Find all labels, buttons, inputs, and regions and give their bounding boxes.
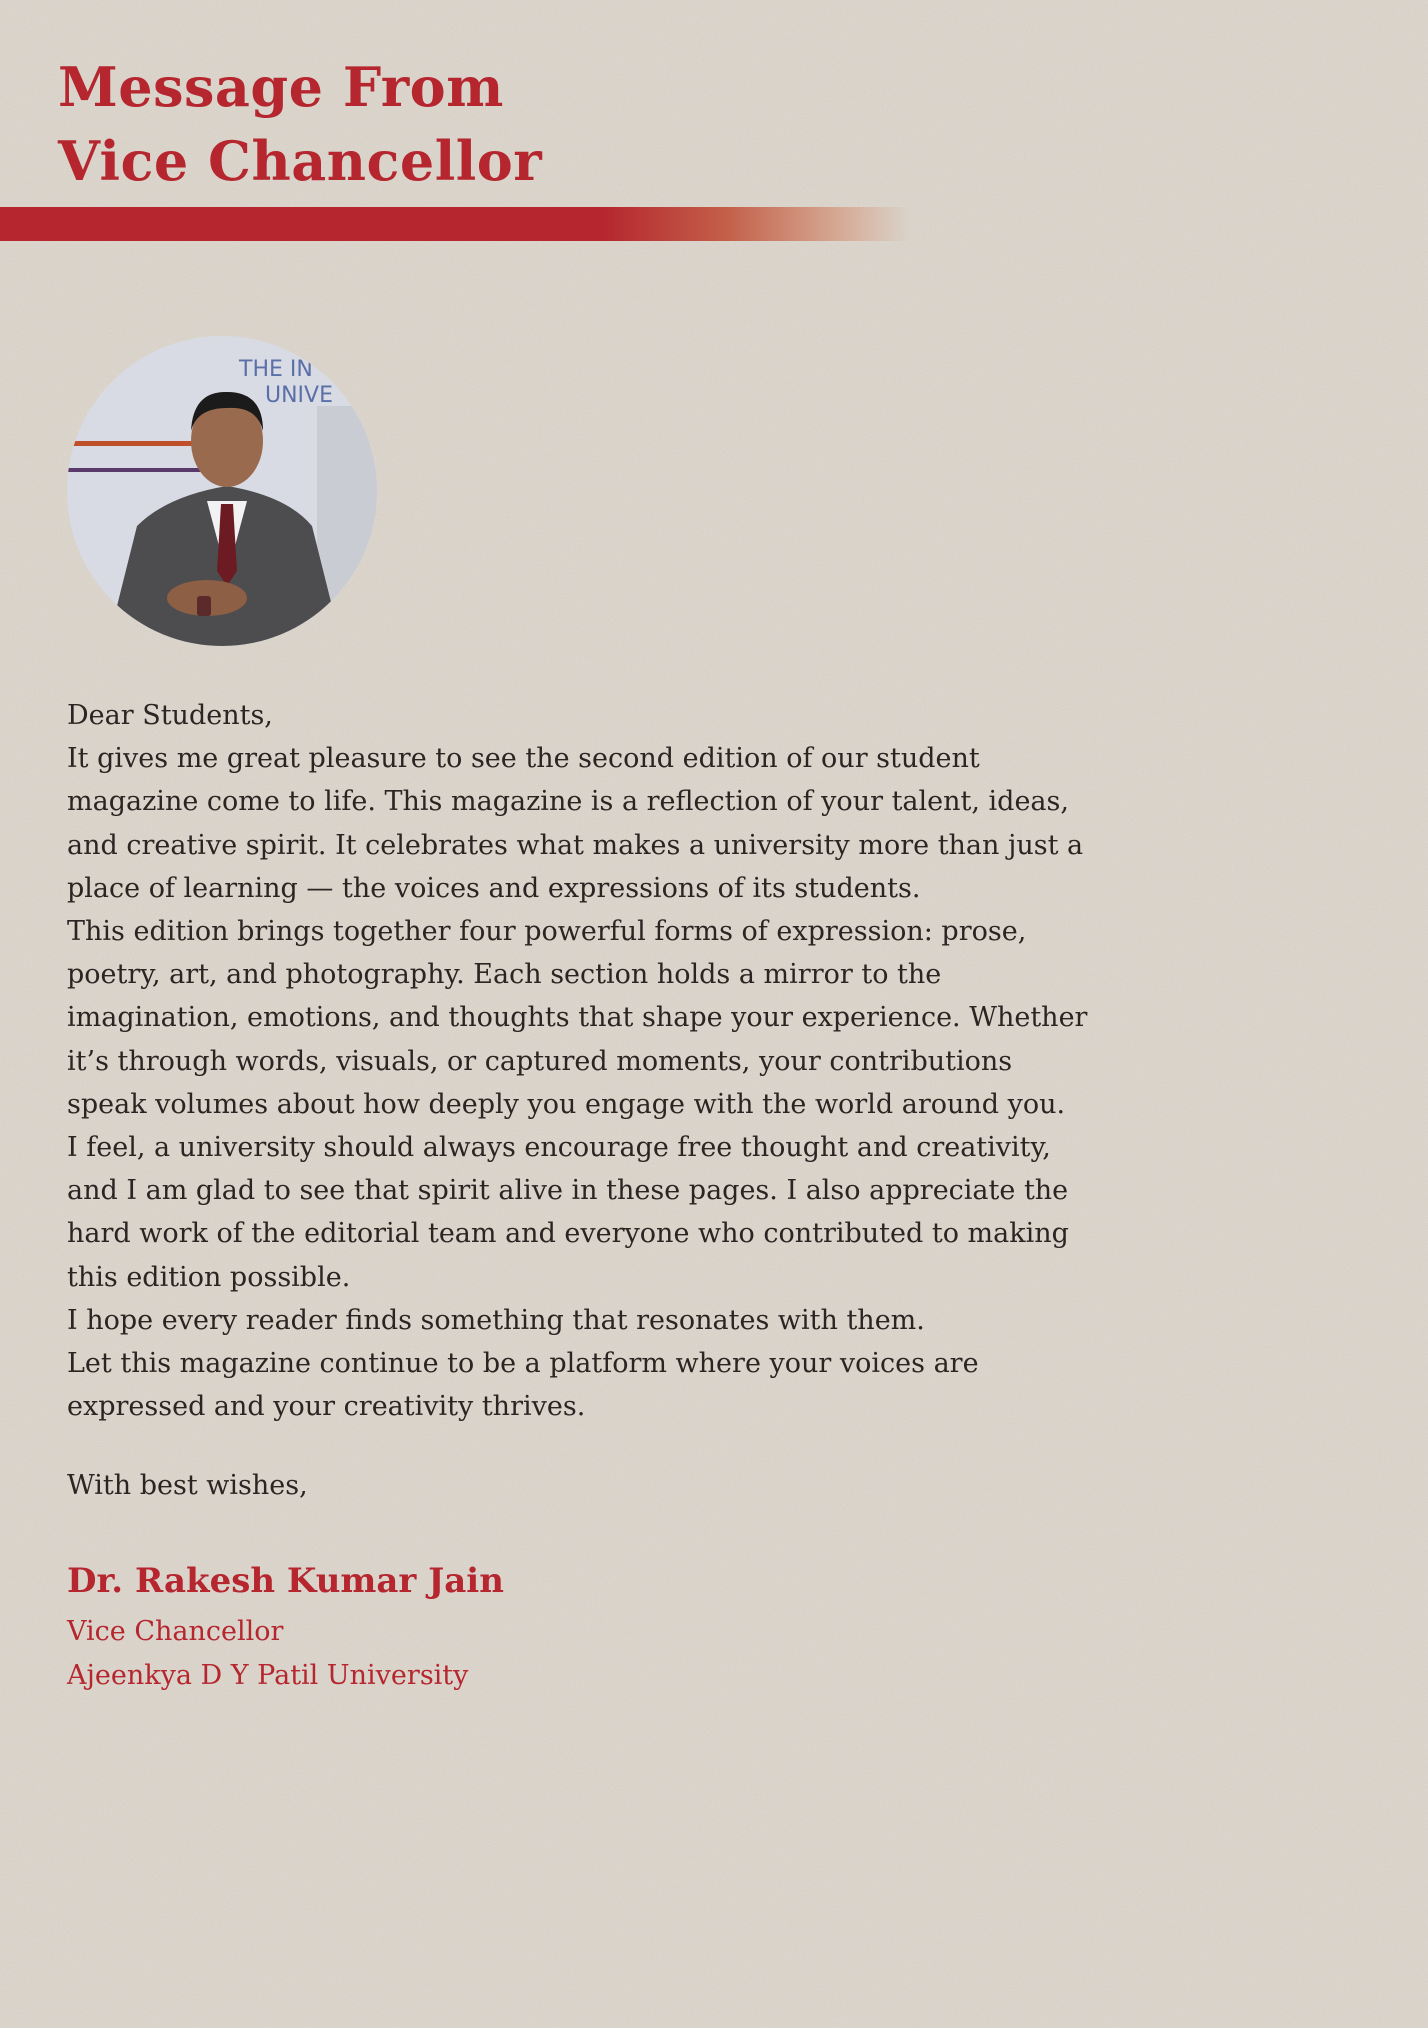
message-line: This edition brings together four powerful forms of expression: prose, [67, 916, 1027, 948]
page-title [58, 50, 542, 198]
title-line-1: Message From [58, 55, 504, 119]
message-line: expressed and your creativity thrives. [67, 1391, 586, 1423]
closing-line: With best wishes, [67, 1470, 308, 1501]
message-line: I hope every reader finds something that resonates with them. [67, 1304, 925, 1336]
message-line: poetry, art, and photography. Each section holds a mirror to the [67, 959, 942, 991]
message-line: It gives me great pleasure to see the second edition of our student [67, 743, 980, 775]
photo-lettering-line-2: UNIVE [265, 383, 333, 408]
message-line: I feel, a university should always encourage free thought and creativity, [67, 1132, 1051, 1164]
message-line: it’s through words, visuals, or captured moments, your contributions [67, 1045, 1013, 1077]
message-line: place of learning — the voices and expressions of its students. [67, 872, 921, 904]
message-line: hard work of the editorial team and everyone who contributed to making [67, 1218, 1069, 1250]
message-line: magazine come to life. This magazine is a reflection of your talent, ideas, [67, 786, 1069, 818]
signatory-institution: Ajeenkya D Y Patil University [67, 1660, 469, 1691]
message-line: speak volumes about how deeply you engage with the world around you. [67, 1088, 1066, 1120]
title-underline-bar [0, 207, 910, 241]
photo-lettering-line-1: THE IN [239, 357, 313, 382]
title-line-2: Vice Chancellor [58, 129, 543, 193]
message-line: this edition possible. [67, 1261, 351, 1293]
message-line: imagination, emotions, and thoughts that shape your experience. Whether [67, 1002, 1088, 1034]
signatory-title: Vice Chancellor [67, 1616, 284, 1647]
message-body [67, 694, 1087, 1428]
vice-chancellor-photo [67, 336, 377, 646]
message-line: and I am glad to see that spirit alive in these pages. I also appreciate the [67, 1175, 1069, 1207]
message-line: Let this magazine continue to be a platform where your voices are [67, 1348, 979, 1380]
signatory-name: Dr. Rakesh Kumar Jain [67, 1561, 504, 1601]
signatory-details [67, 1610, 468, 1698]
message-line: Dear Students, [67, 700, 273, 731]
message-line: and creative spirit. It celebrates what makes a university more than just a [67, 829, 1084, 861]
